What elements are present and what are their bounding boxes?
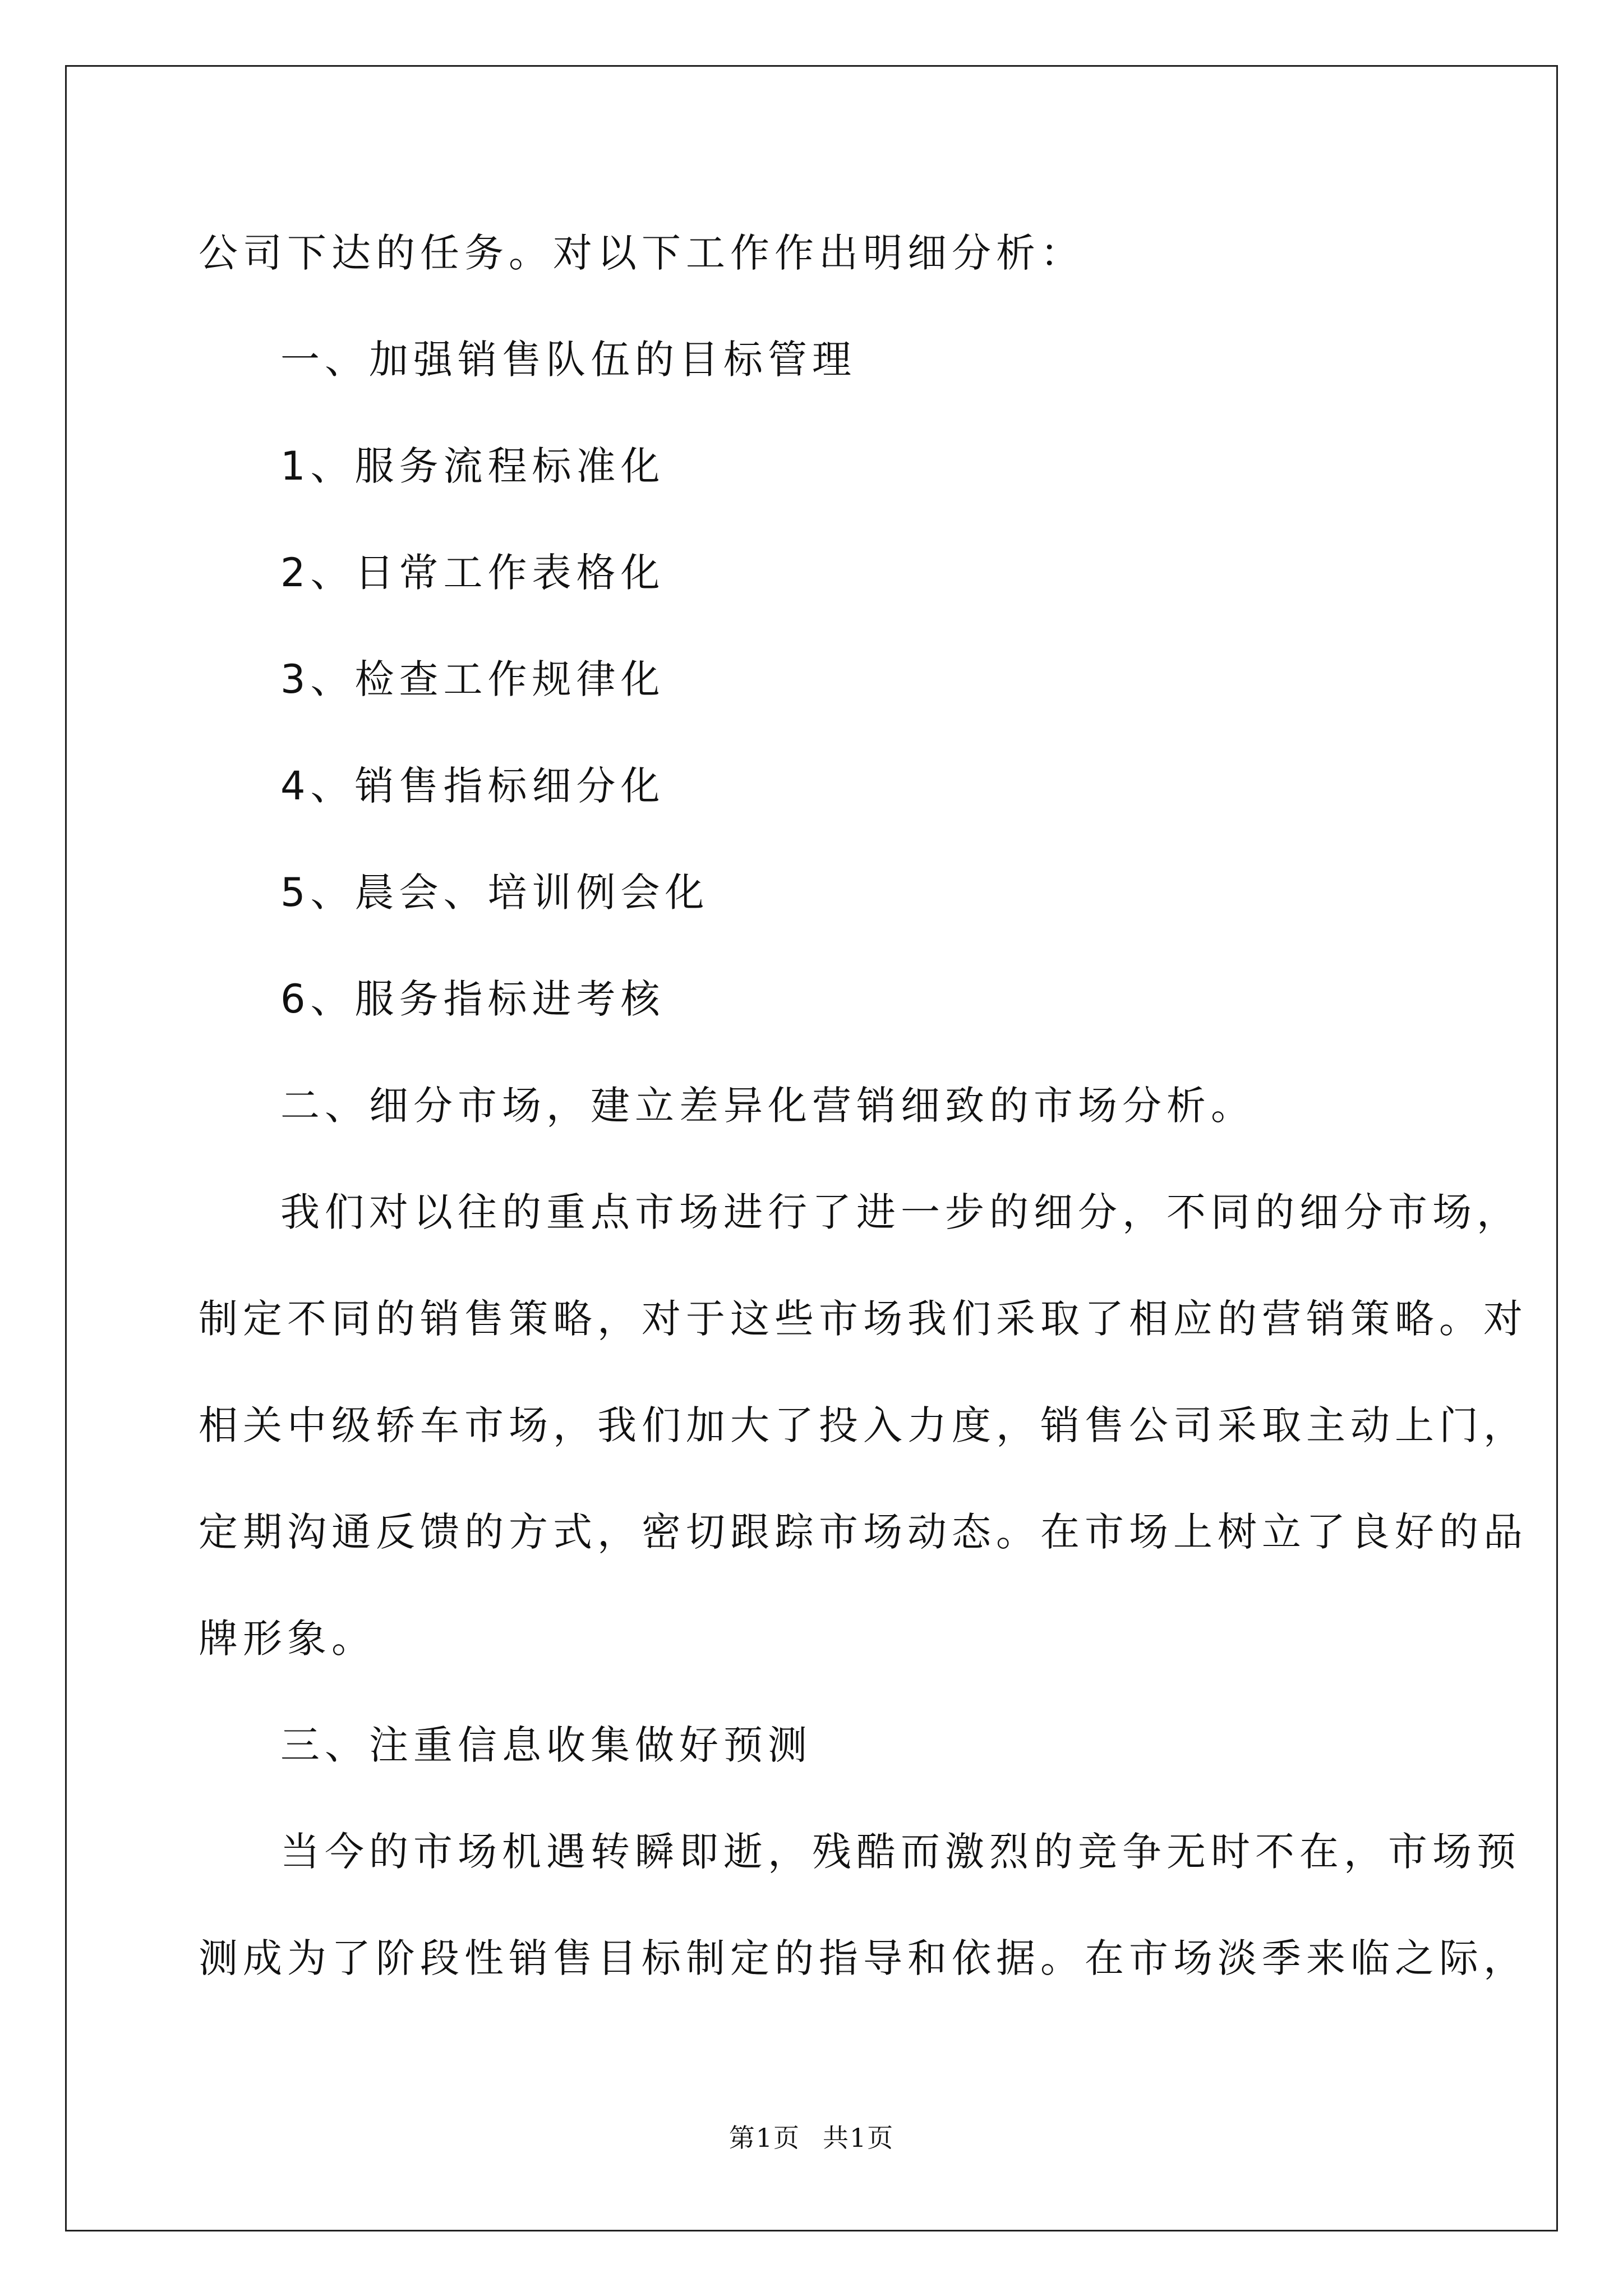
list-item-4: 4、销售指标细分化 <box>280 763 665 809</box>
section-heading-2: 二、细分市场，建立差异化营销细致的市场分析。 <box>280 1083 1255 1129</box>
list-item-2: 2、日常工作表格化 <box>280 550 665 596</box>
paragraph-line-2: 制定不同的销售策略，对于这些市场我们采取了相应的营销策略。对 <box>199 1296 1528 1342</box>
section-heading-3: 三、注重信息收集做好预测 <box>280 1722 812 1768</box>
list-item-3: 3、检查工作规律化 <box>280 656 665 702</box>
page-total: 共1页 <box>823 2123 895 2153</box>
list-item-5: 5、晨会、培训例会化 <box>280 869 709 915</box>
section-heading-1: 一、加强销售队伍的目标管理 <box>280 337 856 383</box>
paragraph-line-3: 相关中级轿车市场，我们加大了投入力度，销售公司采取主动上门， <box>199 1402 1528 1448</box>
paragraph-line-5: 牌形象。 <box>199 1616 376 1662</box>
document-body <box>199 222 1528 2033</box>
list-item-1: 1、服务流程标准化 <box>280 443 665 489</box>
paragraph-line-6: 当今的市场机遇转瞬即逝，残酷而激烈的竞争无时不在，市场预 <box>280 1829 1521 1875</box>
paragraph-line-1: 我们对以往的重点市场进行了进一步的细分，不同的细分市场， <box>280 1189 1521 1235</box>
text-line-1: 公司下达的任务。对以下工作作出明细分析： <box>199 230 1085 276</box>
page-footer <box>0 2118 1623 2155</box>
paragraph-line-7: 测成为了阶段性销售目标制定的指导和依据。在市场淡季来临之际， <box>199 1935 1528 1981</box>
list-item-6: 6、服务指标进考核 <box>280 976 665 1022</box>
paragraph-line-4: 定期沟通反馈的方式，密切跟踪市场动态。在市场上树立了良好的品 <box>199 1509 1528 1555</box>
page-number: 第1页 <box>728 2123 800 2153</box>
